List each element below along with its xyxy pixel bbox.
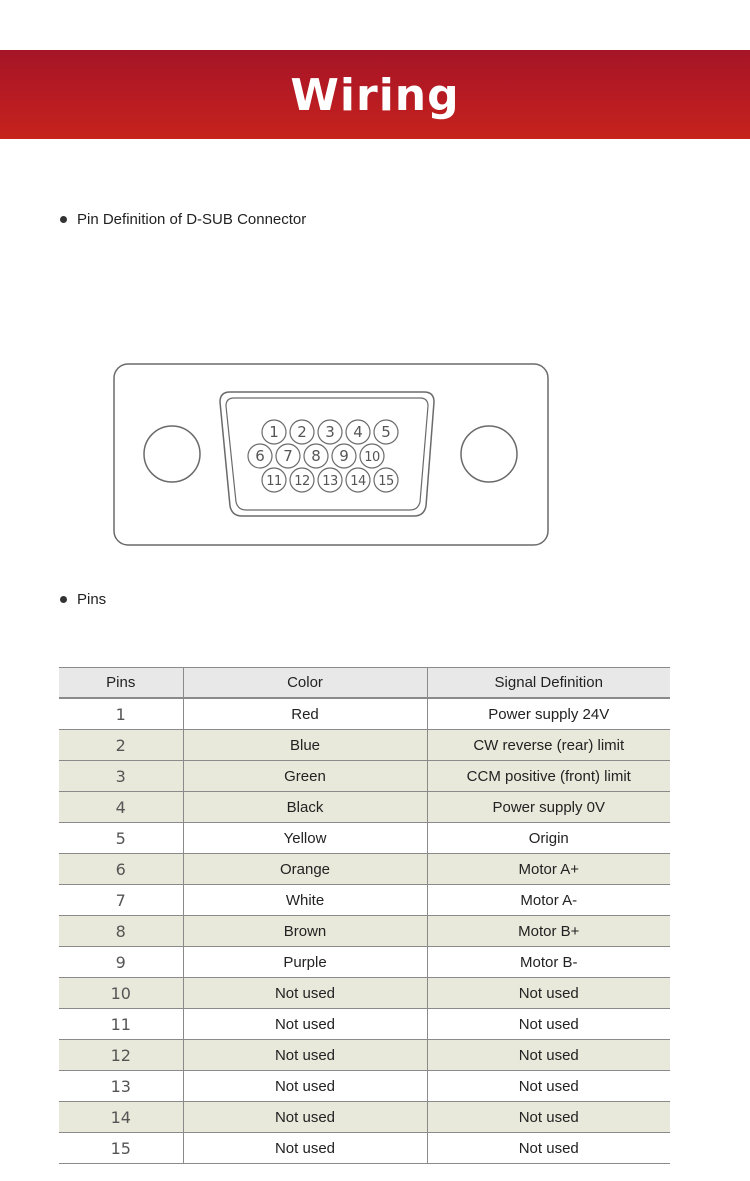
- cell-signal: Not used: [427, 1133, 670, 1164]
- cell-pin: 8: [59, 916, 183, 947]
- cell-pin: 6: [59, 854, 183, 885]
- cell-pin: 1: [59, 698, 183, 730]
- cell-color: Purple: [183, 947, 427, 978]
- table-row: [59, 1133, 670, 1164]
- cell-pin: 11: [59, 1009, 183, 1040]
- cell-pin: 3: [59, 761, 183, 792]
- cell-signal: Power supply 0V: [427, 792, 670, 823]
- table-row: [59, 698, 670, 730]
- table-row: [59, 1102, 670, 1133]
- pin-group: [248, 420, 398, 492]
- cell-color: White: [183, 885, 427, 916]
- cell-color: Not used: [183, 978, 427, 1009]
- bullet-icon: [60, 596, 67, 603]
- cell-pin: 2: [59, 730, 183, 761]
- table-row: [59, 854, 670, 885]
- connector-pin-label: 11: [266, 474, 282, 489]
- cell-signal: Not used: [427, 978, 670, 1009]
- table-row: [59, 885, 670, 916]
- connector-pin-label: 2: [297, 423, 307, 441]
- cell-color: Yellow: [183, 823, 427, 854]
- cell-pin: 13: [59, 1071, 183, 1102]
- cell-pin: 14: [59, 1102, 183, 1133]
- dsub-connector-diagram: [112, 362, 552, 548]
- cell-pin: 7: [59, 885, 183, 916]
- table-row: [59, 978, 670, 1009]
- cell-signal: Not used: [427, 1071, 670, 1102]
- cell-signal: Not used: [427, 1009, 670, 1040]
- cell-color: Not used: [183, 1133, 427, 1164]
- cell-pin: 12: [59, 1040, 183, 1071]
- cell-pin: 10: [59, 978, 183, 1009]
- bullet-icon: [60, 216, 67, 223]
- header-signal: Signal Definition: [427, 668, 670, 699]
- connector-heading-text: Pin Definition of D-SUB Connector: [77, 211, 307, 228]
- cell-signal: Power supply 24V: [427, 698, 670, 730]
- cell-signal: Motor B-: [427, 947, 670, 978]
- connector-pin-label: 9: [339, 447, 349, 465]
- title-banner: [0, 50, 750, 139]
- cell-color: Orange: [183, 854, 427, 885]
- connector-pin-label: 15: [378, 474, 394, 489]
- cell-color: Not used: [183, 1102, 427, 1133]
- cell-pin: 15: [59, 1133, 183, 1164]
- connector-pin-label: 7: [283, 447, 293, 465]
- table-row: [59, 947, 670, 978]
- cell-color: Brown: [183, 916, 427, 947]
- connector-pin-label: 4: [353, 423, 363, 441]
- connector-pin-label: 1: [269, 423, 279, 441]
- connector-pin-label: 12: [294, 474, 310, 489]
- header-color: Color: [183, 668, 427, 699]
- banner-title: Wiring: [290, 69, 460, 121]
- cell-signal: Motor A+: [427, 854, 670, 885]
- cell-color: Not used: [183, 1009, 427, 1040]
- connector-pin-label: 3: [325, 423, 335, 441]
- cell-color: Blue: [183, 730, 427, 761]
- cell-pin: 9: [59, 947, 183, 978]
- pin-definition-table: [59, 667, 670, 1164]
- table-row: [59, 916, 670, 947]
- cell-color: Red: [183, 698, 427, 730]
- section-heading-pins: [60, 591, 106, 608]
- table-row: [59, 823, 670, 854]
- cell-pin: 5: [59, 823, 183, 854]
- section-heading-connector: [60, 211, 306, 228]
- connector-pin-label: 10: [364, 450, 380, 465]
- cell-signal: Not used: [427, 1102, 670, 1133]
- cell-color: Not used: [183, 1071, 427, 1102]
- cell-signal: Motor A-: [427, 885, 670, 916]
- connector-pin-label: 13: [322, 474, 338, 489]
- pins-heading-text: Pins: [77, 591, 107, 608]
- connector-pin-label: 6: [255, 447, 265, 465]
- cell-signal: Origin: [427, 823, 670, 854]
- connector-pin-label: 5: [381, 423, 391, 441]
- cell-pin: 4: [59, 792, 183, 823]
- dsub-connector-svg: [112, 362, 552, 548]
- table-row: [59, 761, 670, 792]
- table-row: [59, 1009, 670, 1040]
- cell-signal: CW reverse (rear) limit: [427, 730, 670, 761]
- cell-color: Black: [183, 792, 427, 823]
- mounting-hole-left: [144, 426, 200, 482]
- cell-signal: Motor B+: [427, 916, 670, 947]
- connector-pin-label: 14: [350, 474, 366, 489]
- cell-signal: CCM positive (front) limit: [427, 761, 670, 792]
- table-row: [59, 792, 670, 823]
- cell-color: Green: [183, 761, 427, 792]
- table-row: [59, 1071, 670, 1102]
- table-header-row: [59, 668, 670, 699]
- mounting-hole-right: [461, 426, 517, 482]
- cell-color: Not used: [183, 1040, 427, 1071]
- table-row: [59, 1040, 670, 1071]
- cell-signal: Not used: [427, 1040, 670, 1071]
- header-pins: Pins: [59, 668, 183, 699]
- table-row: [59, 730, 670, 761]
- connector-pin-label: 8: [311, 447, 321, 465]
